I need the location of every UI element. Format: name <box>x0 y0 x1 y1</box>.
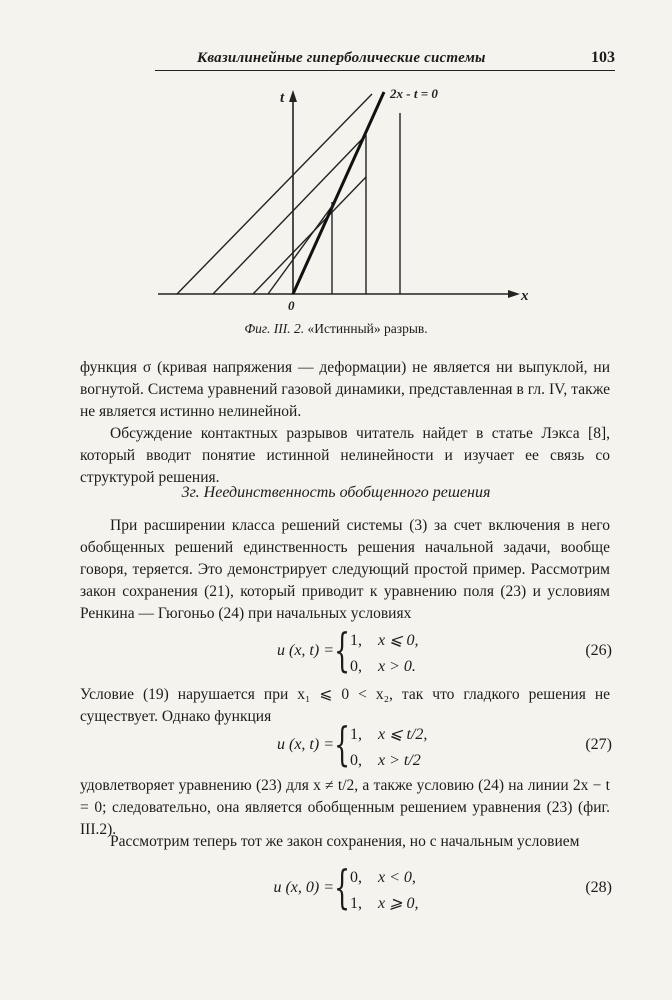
paragraph-4-text: Условие (19) нарушается при x₁ ⩽ 0 < x₂, так что гладкого решения не существует. Однако функция <box>80 686 610 725</box>
paragraph-2-text: Обсуждение контактных разрывов читатель найдет в статье Лэкса [8], который вводит понятие истинной нелинейности и изучает ее связь со структурой решения. <box>80 425 610 486</box>
characteristic-line-4 <box>268 202 335 294</box>
characteristic-line-1 <box>177 94 372 294</box>
header-title: Квазилинейные гиперболические системы <box>197 50 486 66</box>
label-t: t <box>280 90 285 106</box>
formula-26-case-1-value: 1, <box>350 632 362 649</box>
formula-27-case-2-value: 0, <box>350 752 362 769</box>
caption-text: «Истинный» разрыв. <box>307 321 428 336</box>
formula-28 <box>0 860 672 919</box>
characteristic-line-2 <box>213 135 366 294</box>
paragraph-6 <box>80 831 610 853</box>
formula-26-brace: { <box>334 623 351 677</box>
figure-svg <box>150 80 540 315</box>
formula-28-case-1-condition: x < 0, <box>378 869 416 886</box>
formula-26-case-2 <box>350 654 419 680</box>
formula-26 <box>0 623 672 682</box>
caption-label: Фиг. III. 2. <box>244 321 305 336</box>
t-axis-arrow <box>289 90 297 102</box>
section-title: 3г. Неединственность обобщенного решения <box>181 484 491 501</box>
formula-27-lhs: u (x, t) = <box>277 736 334 753</box>
formula-26-case-1 <box>350 628 419 654</box>
page-number: 103 <box>591 49 615 66</box>
formula-27-cases <box>350 722 427 774</box>
paragraph-3 <box>80 515 610 625</box>
formula-28-case-2 <box>350 891 419 917</box>
formula-28-cases <box>350 865 419 917</box>
formula-28-case-2-value: 1, <box>350 895 362 912</box>
paragraph-2 <box>80 423 610 489</box>
formula-27-case-2 <box>350 748 427 774</box>
formula-27-brace: { <box>334 717 351 771</box>
formula-28-case-1-value: 0, <box>350 869 362 886</box>
running-header <box>155 48 615 71</box>
shock-line <box>293 92 384 294</box>
paragraph-3-text: При расширении класса решений системы (3) за счет включения в него обобщенных решений единственность решения начальной задачи, вообще говоря, теряется. Это демонстрирует следующий простой пример. Рассмотрим закон сохранения (21), который приводит к уравнению поля (23) и условиям Ренкина — Гюгоньо (24) при начальных условиях <box>80 517 610 622</box>
formula-26-case-2-condition: x > 0. <box>378 658 416 675</box>
formula-28-lhs: u (x, 0) = <box>273 879 334 896</box>
formula-27-number: (27) <box>585 736 612 753</box>
x-axis-arrow <box>508 290 520 298</box>
formula-27-case-2-condition: x > t/2 <box>378 752 421 769</box>
label-shock-line: 2x - t = 0 <box>390 86 438 101</box>
formula-28-brace: { <box>334 860 351 914</box>
figure-characteristics <box>150 80 540 315</box>
formula-26-lhs: u (x, t) = <box>277 642 334 659</box>
label-origin: 0 <box>288 298 295 313</box>
formula-28-case-2-condition: x ⩾ 0, <box>378 895 419 912</box>
formula-27-case-1-value: 1, <box>350 726 362 743</box>
formula-27-case-1-condition: x ⩽ t/2, <box>378 726 428 743</box>
formula-26-case-1-condition: x ⩽ 0, <box>378 632 419 649</box>
paragraph-1 <box>80 357 610 423</box>
formula-26-case-2-value: 0, <box>350 658 362 675</box>
formula-26-cases <box>350 628 419 680</box>
label-x: x <box>521 288 529 304</box>
formula-28-number: (28) <box>585 879 612 896</box>
formula-27-case-1 <box>350 722 427 748</box>
figure-caption <box>0 321 672 337</box>
formula-27 <box>0 717 672 776</box>
paragraph-5-text: удовлетворяет уравнению (23) для x ≠ t/2, а также условию (24) на линии 2x − t = 0; следовательно, она является обобщенным решением уравнения (23) (фиг. III.2). <box>80 777 610 838</box>
formula-26-number: (26) <box>585 642 612 659</box>
formula-28-case-1 <box>350 865 419 891</box>
paragraph-1-text: функция σ (кривая напряжения — деформации) не является ни выпуклой, ни вогнутой. Система уравнений газовой динамики, представленная в гл. IV, также не является истинно нелинейной. <box>80 359 610 420</box>
paragraph-6-text: Рассмотрим теперь тот же закон сохранения, но с начальным условием <box>110 833 580 850</box>
